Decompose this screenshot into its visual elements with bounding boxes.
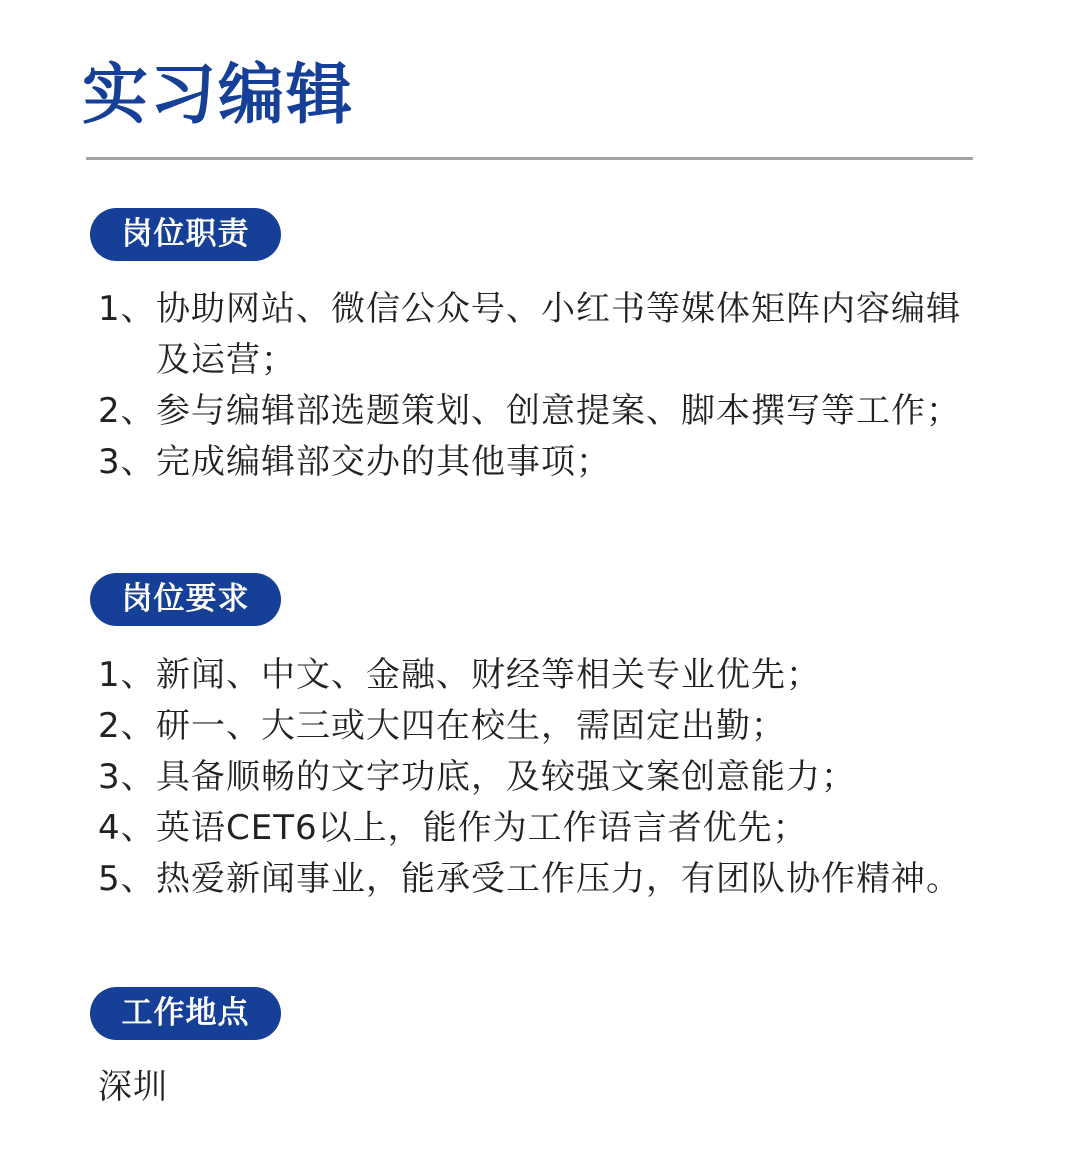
duties-list [98, 284, 978, 488]
page-title: 实习编辑 [82, 55, 354, 133]
requirements-list [98, 650, 978, 905]
location-badge: 工作地点 [90, 987, 281, 1040]
list-item-text: 新闻、中文、金融、财经等相关专业优先； [156, 655, 821, 695]
list-item-number: 1、 [98, 655, 156, 695]
list-item-number: 5、 [98, 859, 156, 899]
list-item [98, 386, 978, 437]
duties-badge: 岗位职责 [90, 208, 281, 261]
list-item [98, 701, 978, 752]
list-item-text: 具备顺畅的文字功底，及较强文案创意能力； [156, 757, 856, 797]
duties-section-header [90, 208, 281, 261]
list-item [98, 752, 978, 803]
list-item-text: 参与编辑部选题策划、创意提案、脚本撰写等工作； [156, 391, 961, 431]
list-item-text: 协助网站、微信公众号、小红书等媒体矩阵内容编辑及运营； [156, 289, 961, 380]
list-item [98, 854, 978, 905]
list-item-number: 2、 [98, 391, 156, 431]
location-value: 深圳 [98, 1067, 168, 1107]
title-divider [86, 157, 973, 160]
list-item-text: 完成编辑部交办的其他事项； [156, 442, 611, 482]
list-item-text: 研一、大三或大四在校生，需固定出勤； [156, 706, 786, 746]
list-item-number: 3、 [98, 442, 156, 482]
list-item-number: 2、 [98, 706, 156, 746]
list-item-number: 1、 [98, 289, 156, 329]
list-item [98, 803, 978, 854]
list-item [98, 437, 978, 488]
requirements-badge: 岗位要求 [90, 573, 281, 626]
list-item-number: 3、 [98, 757, 156, 797]
list-item-number: 4、 [98, 808, 156, 848]
list-item-text: 热爱新闻事业，能承受工作压力，有团队协作精神。 [156, 859, 961, 899]
list-item-text: 英语CET6以上，能作为工作语言者优先； [156, 808, 808, 848]
list-item [98, 284, 978, 386]
list-item [98, 650, 978, 701]
location-section-header [90, 987, 281, 1040]
requirements-section-header [90, 573, 281, 626]
